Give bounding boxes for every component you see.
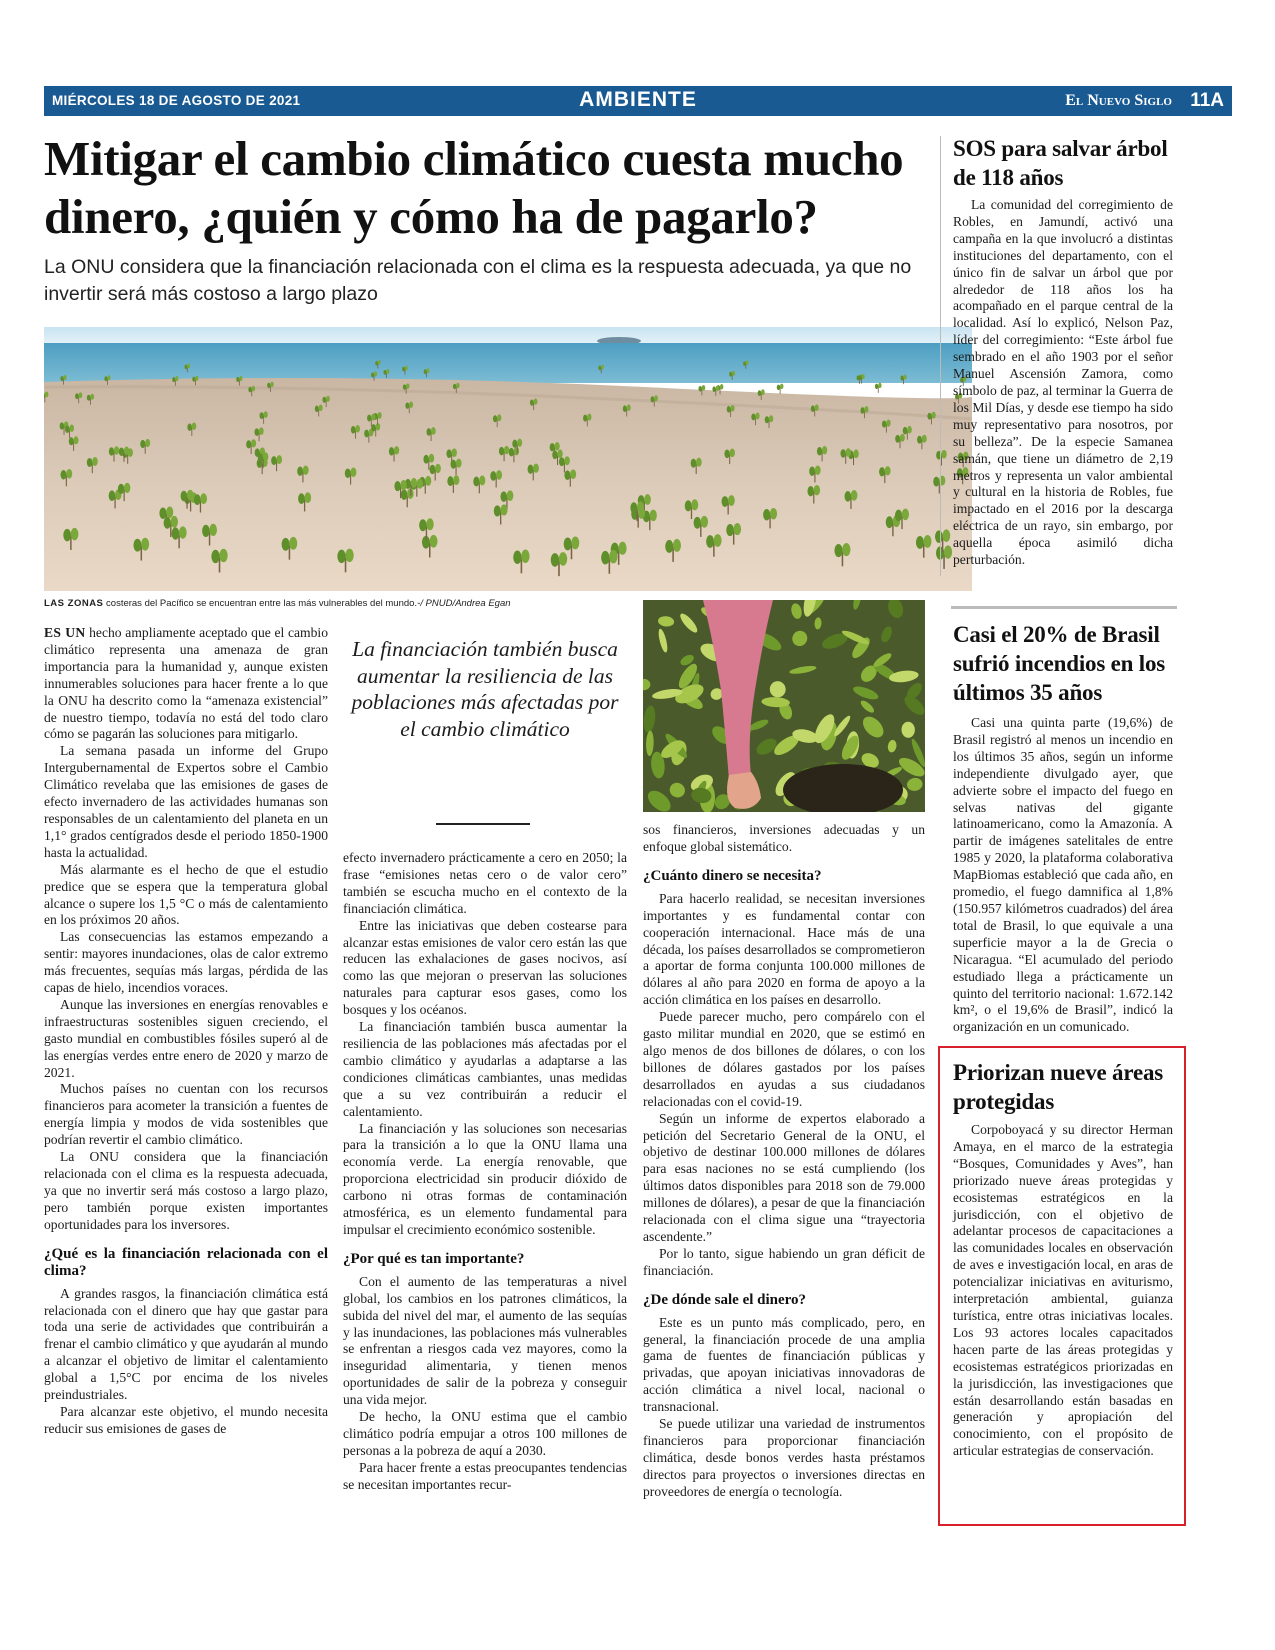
paragraph: Para hacerlo realidad, se necesitan inversiones importantes y es fundamental contar con cooperación internacional. Hace más de una década, los países desarrollados se comprometieron a aportar de forma conjunta 100.000 millones de dólares al año para 2020 en forma de apoyo a la acción climática en los países en desarrollo. [643, 890, 925, 1008]
paragraph: La semana pasada un informe del Grupo Intergubernamental de Expertos sobre el Cambio Climático revelaba que las emisiones de gases de efecto invernadero de las actividades humanas son responsables de un calentamiento del planeta en un 1,1° grados centígrados desde el periodo 1850-1900 hasta la actualidad. [44, 743, 328, 860]
paragraph: Se puede utilizar una variedad de instrumentos financieros para proporcionar financiación climática, desde bonos verdes hasta préstamos directos para proyectos o inversiones directas en proveedores de energía o tecnología. [643, 1416, 925, 1499]
sidebar-story-tree [953, 197, 1173, 569]
section-name: AMBIENTE [579, 88, 697, 111]
sidebar-story-brazil [953, 715, 1173, 1036]
paragraph: A grandes rasgos, la financiación climática está relacionada con el dinero que hay que gastar para toda una serie de actividades que contribuirán a frenar el cambio climático y que ayudarán al mundo a alcanzar el objetivo de limitar el calentamiento global a 1,5°C por encima de los niveles preindustriales. [44, 1285, 328, 1403]
paragraph: De hecho, la ONU estima que el cambio climático podría empujar a otros 100 millones de personas a la pobreza de aquí a 2030. [343, 1409, 627, 1458]
pull-quote-rule [436, 823, 530, 825]
sidebar-divider [951, 606, 1177, 609]
paragraph: Muchos países no cuentan con los recursos financieros para acometer la transición a fuentes de energía limpia y modos de vida sostenibles que podrían revertir el cambio climático. [44, 1081, 328, 1148]
page-number: 11A [1190, 90, 1224, 111]
page-header-band [44, 86, 1232, 116]
subheading: ¿Por qué es tan importante? [343, 1250, 525, 1267]
sidebar-headline-tree: SOS para salvar árbol de 118 años [953, 136, 1168, 190]
paragraph: La comunidad del corregimiento de Robles, en Jamundí, activó una campaña en la que involucró a distintas instituciones del departamento, con el único fin de salvar un árbol que por alrededor de 118 años los ha acompañado en el parque central de la localidad. Así lo explicó, Nelson Paz, líder del corregimiento: “Este árbol fue sembrado en el año 1903 por el señor Manuel Ascensión Zamora, como símbolo de paz, al terminar la Guerra de los Mil Días, y desde ese tiempo ha sido muy representativo para nosotros, por su belleza”. De la especie Samanea samán, que tiene un diámetro de 2,19 metros y representa un valor ambiental y cultural en la historia de Robles, fue impactado en el 2016 por la descarga eléctrica de un rayo, sin embargo, por aquella época asimiló dicha perturbación. [953, 197, 1173, 568]
article-column-3 [643, 822, 925, 1501]
caption-lead: LAS ZONAS [44, 598, 104, 609]
paragraph: Las consecuencias las estamos empezando a sentir: mayores inundaciones, olas de calor extremo más frecuentes, sequías más largas, pérdida de las capas de hielo, incendios voraces. [44, 929, 328, 996]
paragraph: La financiación también busca aumentar la resiliencia de las poblaciones más afectadas por el cambio climático y ayudarlas a adaptarse a las condiciones climáticas cambiantes, unas medidas que a su vez contribuirán a reducir el calentamiento. [343, 1019, 627, 1119]
paragraph: La financiación y las soluciones son necesarias para la transición a lo que la ONU llama una economía verde. La energía renovable, que proporciona electricidad sin producir dióxido de carbono ni otras formas de contaminación atmosférica, es un elemento fundamental para impulsar el crecimiento económico sostenible. [343, 1120, 627, 1237]
paragraph: Entre las iniciativas que deben costearse para alcanzar estas emisiones de valor cero están las que reducen las exhalaciones de gases nocivos, así como las que mejoran o preservan las soluciones naturales para capturar esos gases, como los bosques y los océanos. [343, 917, 627, 1018]
subheading: ¿De dónde sale el dinero? [643, 1291, 807, 1308]
paragraph: Según un informe de expertos elaborado a petición del Secretario General de la ONU, el objetivo de destinar 100.000 millones de dólares para esas naciones no se está cumpliendo (los últimos datos disponibles para 2018 son de 79.000 millones de dólares), a pesar de que la financiación relacionada con el clima sigue una “trayectoria ascendente.” [643, 1110, 925, 1244]
paragraph: efecto invernadero prácticamente a cero en 2050; la frase “emisiones netas cero o de valor cero” también se escucha mucho en el contexto de la financiación climática. [343, 850, 627, 916]
lead-in: ES UN [44, 625, 86, 640]
planting-seedlings-photo [643, 600, 925, 812]
paragraph: Este es un punto más complicado, pero, en general, la financiación procede de una amplia gama de fuentes de financiación públicas y privadas, que apoyan iniciativas innovadoras de acción climática a nivel local, nacional o transnacional. [643, 1314, 925, 1415]
paragraph: La ONU considera que la financiación relacionada con el clima es la respuesta adecuada, ya que no invertir será más costoso a largo plazo, pero también porque existen importantes oportunidades para los inversores. [44, 1149, 328, 1232]
sidebar-headline-brazil: Casi el 20% de Brasil sufrió incendios en los últimos 35 años [953, 622, 1166, 705]
paragraph: Más alarmante es el hecho de que el estudio predice que se espera que la temperatura global alcance o supere los 1,5 °C o más de calentamiento en los próximos 20 años. [44, 861, 328, 928]
paragraph: Para alcanzar este objetivo, el mundo necesita reducir sus emisiones de gases de [44, 1403, 328, 1436]
issue-date: MIÉRCOLES 18 DE AGOSTO DE 2021 [52, 93, 301, 108]
paragraph: sos financieros, inversiones adecuadas y un enfoque global sistemático. [643, 822, 925, 854]
paragraph: Corpoboyacá y su director Herman Amaya, en el marco de la estrategia “Bosques, Comunidades y Aves”, han priorizado nueve áreas protegidas y ecosistemas estratégicos en la jurisdicción, con el objetivo de adelantar procesos de capacitaciones a las comunidades locales en observación de aves e investigación local, en aras de potencializar iniciativas en aviturismo, interpretación ambiental, guianza turística, entre otras iniciativas locales. Los 93 actores locales capacitados hacen parte de las áreas protegidas y ecosistemas estratégicos priorizadas en la jurisdicción, las investigaciones que están desarrollando están basadas en generación y apropiación del conocimiento, con el propósito de articular estrategias de conservación. [953, 1122, 1173, 1459]
paragraph: Con el aumento de las temperaturas a nivel global, los cambios en los patrones climáticos, la subida del nivel del mar, el aumento de las sequías y las inundaciones, las poblaciones más vulnerables se enfrentan a riesgos cada vez mayores, como la inseguridad alimentaria, y tienen menos oportunidades de salir de la pobreza y conseguir una vida mejor. [343, 1273, 627, 1408]
article-column-2 [343, 850, 627, 1494]
subheading: ¿Cuánto dinero se necesita? [643, 867, 822, 884]
paragraph: Aunque las inversiones en energías renovables e infraestructuras sostenibles siguen creciendo, el gasto mundial en combustibles fósiles superó al de las energías verdes entre enero de 2020 y marzo de 2021. [44, 996, 328, 1080]
pull-quote: La financiación también busca aumentar la resiliencia de las poblaciones más afectadas por el cambio climático [351, 637, 619, 741]
paragraph: Por lo tanto, sigue habiendo un gran déficit de financiación. [643, 1245, 925, 1278]
article-headline: Mitigar el cambio climático cuesta mucho dinero, ¿quién y cómo ha de pagarlo? [44, 131, 904, 244]
mangrove-beach-photo [44, 327, 972, 591]
sidebar-story-protected-areas [953, 1122, 1173, 1460]
paragraph: Casi una quinta parte (19,6%) de Brasil registró al menos un incendio en los últimos 35 años, según un informe independiente divulgado ayer, que advierte sobre el impacto del fuego en selvas nativas del gigante latinoamericano, como la Amazonía. A partir de imágenes satelitales de entre 1985 y 2020, la plataforma colaborativa MapBiomas estableció que cada año, en promedio, el fuego damnifica al 1,8% (150.957 kilómetros cuadrados) del área total de Brasil, lo que equivale a una superficie mayor a la de Grecia o Nicaragua. “El acumulado del periodo estudiado llega a prácticamente un quinto del territorio nacional: 1.672.142 km², o el 19,6% de Brasil”, indicó la organización en un comunicado. [953, 715, 1173, 1035]
caption-text: costeras del Pacífico se encuentran entre las más vulnerables del mundo. [103, 598, 418, 609]
subheading: ¿Qué es la financiación relacionada con el clima? [44, 1245, 328, 1279]
article-deck: La ONU considera que la financiación relacionada con el clima es la respuesta adecuada, ya que no invertir será más costoso a largo plazo [44, 256, 912, 305]
paragraph: Para hacer frente a estas preocupantes tendencias se necesitan importantes recur- [343, 1459, 627, 1492]
paragraph: Puede parecer mucho, pero compárelo con el gasto militar mundial en 2020, que se estimó en algo menos de dos billones de dólares, o con los billones de dólares gastados por los países desarrollados en ayudas a sus ciudadanos relacionadas con el covid-19. [643, 1009, 925, 1109]
caption-credit: -/ PNUD/Andrea Egan [417, 598, 511, 609]
column-divider [940, 136, 941, 576]
paragraph: hecho ampliamente aceptado que el cambio climático representa una amenaza de gran importancia para la humanidad y, aunque existen innumerables soluciones para hacer frente a lo que la ONU ha descrito como la “amenaza existencial” de nuestro tiempo, todavía no está del todo claro cómo se pagarán las soluciones para mitigarlo. [44, 625, 328, 742]
newspaper-name: El Nuevo Siglo [1065, 92, 1172, 109]
article-column-1 [44, 625, 328, 1438]
sidebar-headline-protected-areas: Priorizan nueve áreas protegidas [953, 1060, 1163, 1114]
